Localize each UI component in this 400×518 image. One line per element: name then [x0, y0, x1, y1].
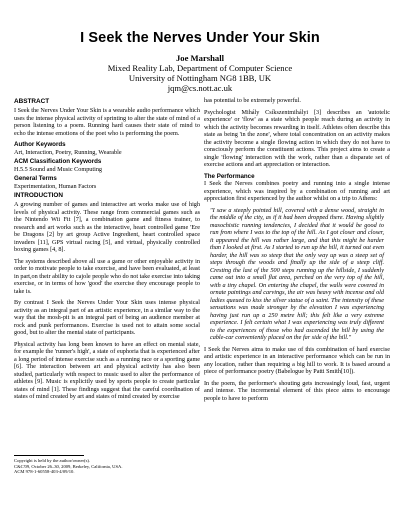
general-terms-heading: General Terms: [14, 175, 57, 183]
footnote-rule: [14, 455, 84, 456]
intro-paragraph: The systems described above all use a game or other enjoyable activity in order to motivate people to take exercise, and have been evaluated, at least in part,on their ability to cajole people who do not take exercise into taking exercise, or in terms of how 'good' the exercise they encourage people to take is.: [14, 257, 200, 295]
conference-line: C&C'09, October 26–30, 2009, Berkeley, California, USA.: [14, 463, 123, 469]
introduction-heading: INTRODUCTION: [14, 192, 63, 200]
body-paragraph: I Seek the Nerves aims to make use of this combination of hard exercise and artistic experience in an interactive performance which can be run in any location, rather than requiring a big hill to work. It is based around a piece of performance poetry (Babelogue by Patti Smith[10]).: [204, 345, 390, 376]
intro-paragraph: Physical activity has long been known to have an effect on mental state, for example the 'runner's high', a state of euphoria that is experienced after a long period of intense exercise such as a running race or a sporting game [6]. The interaction between art and physical activity has also been studied, particularly with respect to music used to alter the performance of athletes [9]. Music is explicitly used by sports people to create particular states of mind [1]. These findings suggest that the careful coordination of states of mind created by art and states of mind created by exercise: [14, 340, 200, 401]
keywords-text: Art, Interaction, Poetry, Running, Wearable: [14, 148, 122, 156]
author-name: Joe Marshall: [176, 53, 224, 63]
body-paragraph: In the poem, the performer's shouting gets increasingly loud, fast, urgent and intense. The incremental element of this piece aims to encourage people to have to perform: [204, 379, 390, 402]
intro-paragraph: A growing number of games and interactive art works make use of high levels of physical activity. These range from commercial games such as the Nintendo Wii Fit [7], a combination game and fitness trainer, to research and art works such as the interactive, heart controlled game 'Ere be Dragons [2] by art group Active Ingredient, heart controlled space invaders [11], GPS virtual racing [5], and virtual, physically controlled boxing games [4, 8].: [14, 201, 200, 254]
paper-title: I Seek the Nerves Under Your Skin: [80, 30, 320, 46]
acm-text: H.5.5 Sound and Music Computing: [14, 165, 103, 173]
body-paragraph: Psychologist Mihály Csíkszentmihályi [3] describes an 'autotelic experience' or 'flow' as a state which people reach during an activity in which the activity becomes rewarding in itself. Athletes often describe this state as being 'in the zone', where total concentration on an activity makes the activity become a single flowing action in which they do not have to consciously perform the constituent actions. This project aims to create a single 'flowing' interaction with the work, rather than a disparate set of exercise actions and art appreciation or interaction.: [204, 108, 390, 168]
left-column: [14, 97, 200, 509]
copyright-block: [14, 455, 200, 475]
performance-heading: The Performance: [204, 172, 255, 180]
intro-paragraph: By contrast I Seek the Nerves Under Your Skin uses intense physical activity as an integral part of an artistic experience, in a similar way to the way that the mosh-pit is an integral part of being an audience member at rock and punk performances. Exercise is used not to attain some social good, but to alter the mental state of participants.: [14, 299, 200, 337]
body-paragraph: has potential to be extremely powerful.: [204, 97, 301, 104]
keywords-heading: Author Keywords: [14, 141, 66, 148]
author-affiliation-1: Mixed Reality Lab, Department of Computer Science: [107, 63, 293, 73]
isbn-line: ACM 978-1-60558-403-4/09/10.: [14, 469, 75, 475]
body-paragraph: I Seek the Nerves combines poetry and running into a single intense experience, which was inspired by a combination of running and art appreciation first experienced by the author whilst on a trip to Athens:: [204, 180, 390, 203]
abstract-heading: ABSTRACT: [14, 98, 50, 105]
copyright-line: Copyright is held by the author/owner(s).: [14, 458, 91, 463]
athens-quote: "I saw a steeply pointed hill, covered with a dense wood, straight in the middle of the city, as if it had been dropped there. Having slightly masochistic running tendencies, I decided that it would be good to run from where I was to the top of the hill. As I got closer and closer, it appeared the hill was rather large, and that this might be harder than I looked at first. As I started to run up the hill, it turned out even harder, the hill was so steep that the only way up was a steep set of steps through the woods and finally up the side of a steep cliff. Cresting the last of the 500 steps running up the hillside, I suddenly came out into a small flat area, perched on the very top of the hill, with a tiny chapel. On entering the chapel, the walls were covered in ornate paintings and carvings, the air was heavy with incense and old ladies queued to kiss the silver statue of a saint. The intensity of these sensations was made stronger by the elevation I was experiencing having just run up a 250 metre hill; this felt like a very extreme experience. I felt certain what I was experiencing was truly different to the experiences of those who had ascended the hill by using the cable-car conveniently placed on the far side of the hill.": [210, 206, 384, 342]
right-column: [204, 97, 390, 509]
author-affiliation-2: University of Nottingham NG8 1BB, UK: [128, 73, 272, 83]
acm-heading: ACM Classification Keywords: [14, 158, 102, 166]
abstract-text: I Seek the Nerves Under Your Skin is a wearable audio performance which uses the intense physical activity of sprinting to alter the state of mind of a person listening to a poem. Running hard causes their state of mind to echo the intense emotions of the poet who is performing the poem.: [14, 107, 200, 137]
general-terms-text: Experimentation, Human Factors: [14, 182, 97, 190]
author-email: jqm@cs.nott.ac.uk: [167, 83, 233, 93]
